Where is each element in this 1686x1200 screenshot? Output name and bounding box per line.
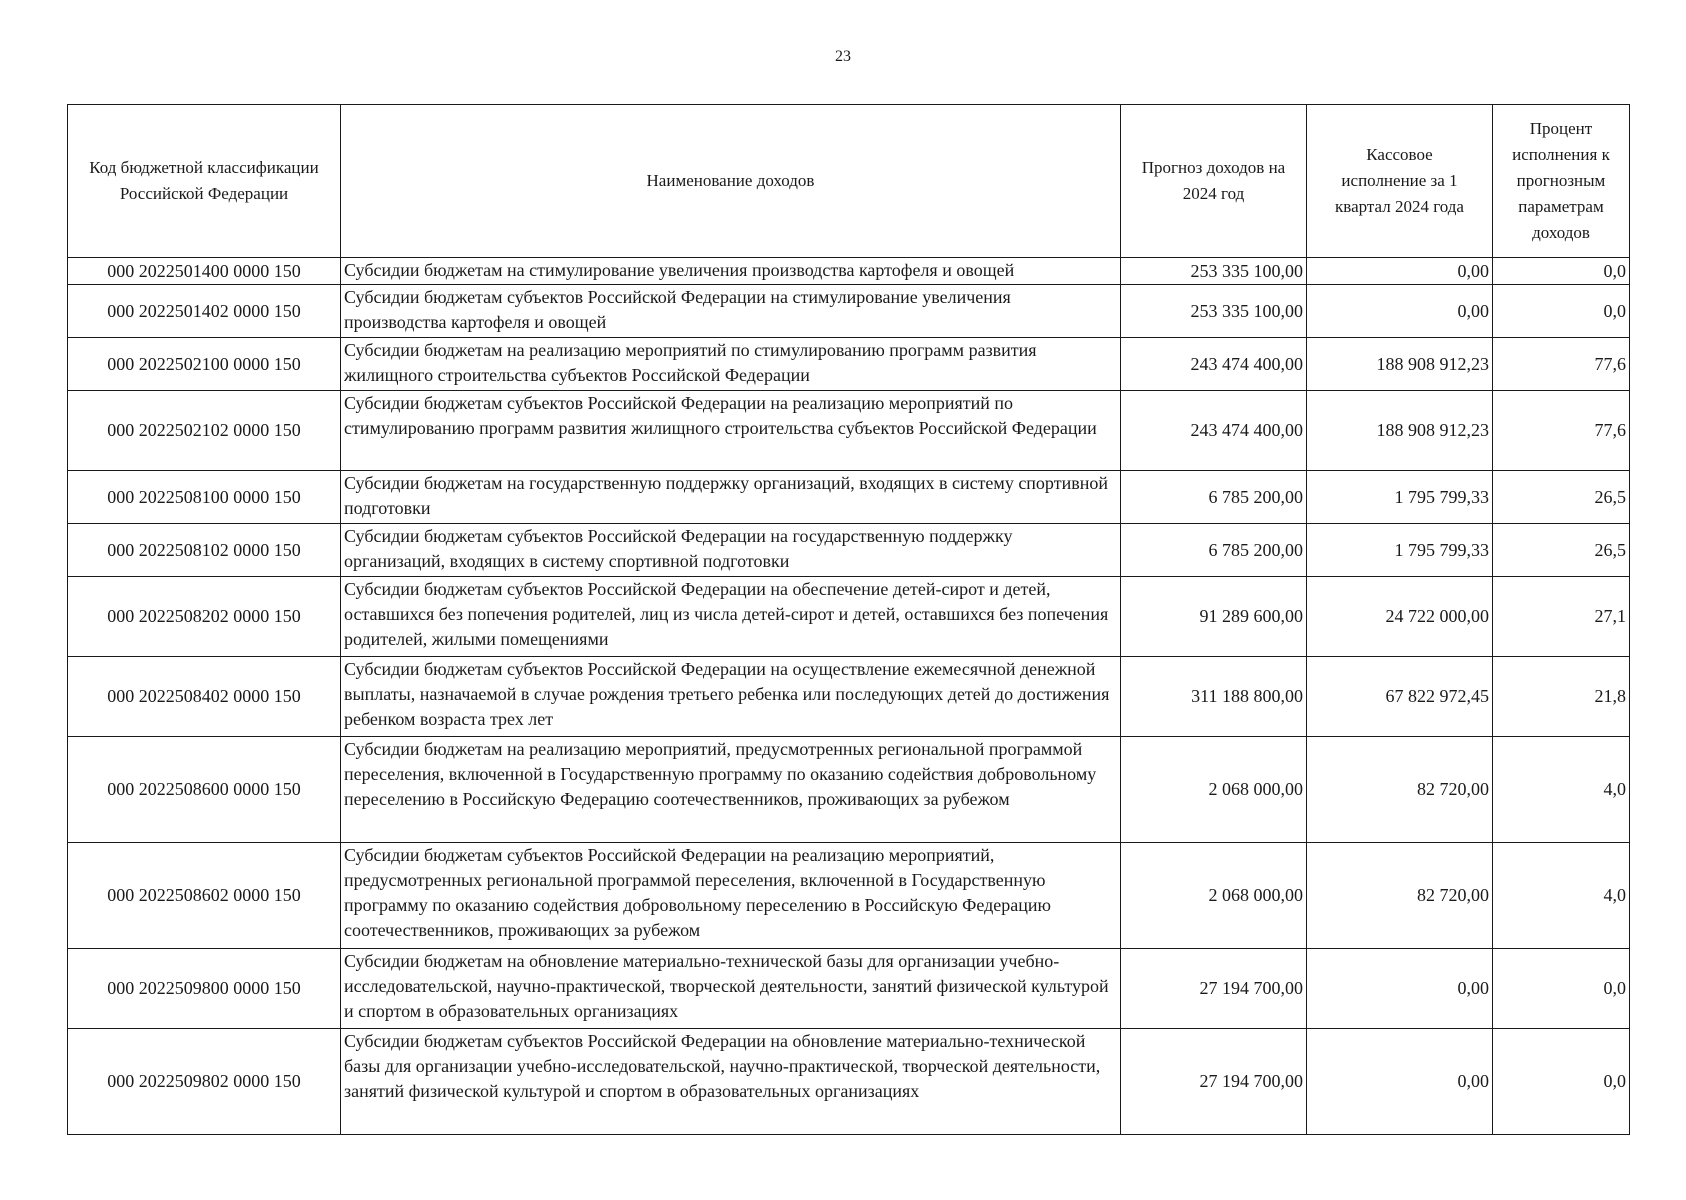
name-cell: Субсидии бюджетам субъектов Российской Федерации на осуществление ежемесячной денежной выплаты, назначаемой в случае рождения третьего ребенка или последующих детей до достижения ребенком возраста трех лет (341, 657, 1121, 737)
name-cell: Субсидии бюджетам на государственную поддержку организаций, входящих в систему спортивной подготовки (341, 471, 1121, 524)
code-cell: 000 2022508100 0000 150 (68, 471, 341, 524)
table-row (68, 1029, 1630, 1135)
revenue-table (67, 104, 1630, 1135)
header-forecast: Прогноз доходов на 2024 год (1121, 105, 1307, 258)
forecast-cell: 6 785 200,00 (1121, 471, 1307, 524)
executed-cell: 0,00 (1307, 949, 1493, 1029)
table-row (68, 737, 1630, 843)
name-cell: Субсидии бюджетам субъектов Российской Федерации на обновление материально-технической базы для организации учебно-исследовательской, научно-практической, творческой деятельности, занятий физической культурой и спортом в образовательных организациях (341, 1029, 1121, 1135)
name-cell: Субсидии бюджетам субъектов Российской Федерации на стимулирование увеличения производства картофеля и овощей (341, 285, 1121, 338)
forecast-cell: 27 194 700,00 (1121, 949, 1307, 1029)
forecast-cell: 91 289 600,00 (1121, 577, 1307, 657)
name-cell: Субсидии бюджетам на обновление материально-технической базы для организации учебно-исследовательской, научно-практической, творческой деятельности, занятий физической культурой и спортом в образовательных организациях (341, 949, 1121, 1029)
name-cell: Субсидии бюджетам на реализацию мероприятий по стимулированию программ развития жилищного строительства субъектов Российской Федерации (341, 338, 1121, 391)
name-cell: Субсидии бюджетам субъектов Российской Федерации на реализацию мероприятий по стимулированию программ развития жилищного строительства субъектов Российской Федерации (341, 391, 1121, 471)
code-cell: 000 2022501400 0000 150 (68, 258, 341, 285)
percent-cell: 0,0 (1493, 258, 1630, 285)
header-name: Наименование доходов (341, 105, 1121, 258)
name-cell: Субсидии бюджетам на реализацию мероприятий, предусмотренных региональной программой переселения, включенной в Государственную программу по оказанию содействия добровольному переселению в Российскую Федерацию соотечественников, проживающих за рубежом (341, 737, 1121, 843)
percent-cell: 27,1 (1493, 577, 1630, 657)
name-cell: Субсидии бюджетам субъектов Российской Федерации на реализацию мероприятий, предусмотренных региональной программой переселения, включенной в Государственную программу по оказанию содействия добровольному переселению в Российскую Федерацию соотечественников, проживающих за рубежом (341, 843, 1121, 949)
table-row (68, 843, 1630, 949)
table-row (68, 471, 1630, 524)
code-cell: 000 2022508600 0000 150 (68, 737, 341, 843)
percent-cell: 4,0 (1493, 843, 1630, 949)
code-cell: 000 2022509802 0000 150 (68, 1029, 341, 1135)
table-row (68, 338, 1630, 391)
code-cell: 000 2022508602 0000 150 (68, 843, 341, 949)
forecast-cell: 243 474 400,00 (1121, 338, 1307, 391)
table-row (68, 949, 1630, 1029)
executed-cell: 24 722 000,00 (1307, 577, 1493, 657)
executed-cell: 1 795 799,33 (1307, 471, 1493, 524)
executed-cell: 188 908 912,23 (1307, 338, 1493, 391)
header-row (68, 105, 1630, 258)
forecast-cell: 6 785 200,00 (1121, 524, 1307, 577)
percent-cell: 26,5 (1493, 471, 1630, 524)
executed-cell: 0,00 (1307, 285, 1493, 338)
code-cell: 000 2022508202 0000 150 (68, 577, 341, 657)
forecast-cell: 253 335 100,00 (1121, 285, 1307, 338)
percent-cell: 77,6 (1493, 338, 1630, 391)
table-row (68, 657, 1630, 737)
code-cell: 000 2022509800 0000 150 (68, 949, 341, 1029)
header-code: Код бюджетной классификации Российской Федерации (68, 105, 341, 258)
table-row (68, 524, 1630, 577)
executed-cell: 188 908 912,23 (1307, 391, 1493, 471)
executed-cell: 82 720,00 (1307, 843, 1493, 949)
forecast-cell: 2 068 000,00 (1121, 737, 1307, 843)
percent-cell: 26,5 (1493, 524, 1630, 577)
name-cell: Субсидии бюджетам на стимулирование увеличения производства картофеля и овощей (341, 258, 1121, 285)
name-cell: Субсидии бюджетам субъектов Российской Федерации на обеспечение детей-сирот и детей, оставшихся без попечения родителей, лиц из числа детей-сирот и детей, оставшихся без попечения родителей, жилыми помещениями (341, 577, 1121, 657)
forecast-cell: 311 188 800,00 (1121, 657, 1307, 737)
header-executed: Кассовое исполнение за 1 квартал 2024 года (1307, 105, 1493, 258)
executed-cell: 82 720,00 (1307, 737, 1493, 843)
name-cell: Субсидии бюджетам субъектов Российской Федерации на государственную поддержку организаций, входящих в систему спортивной подготовки (341, 524, 1121, 577)
forecast-cell: 253 335 100,00 (1121, 258, 1307, 285)
percent-cell: 0,0 (1493, 1029, 1630, 1135)
code-cell: 000 2022501402 0000 150 (68, 285, 341, 338)
page-number: 23 (835, 48, 851, 65)
table-body (68, 258, 1630, 1135)
executed-cell: 0,00 (1307, 1029, 1493, 1135)
table-row (68, 258, 1630, 285)
percent-cell: 21,8 (1493, 657, 1630, 737)
code-cell: 000 2022508102 0000 150 (68, 524, 341, 577)
forecast-cell: 243 474 400,00 (1121, 391, 1307, 471)
percent-cell: 0,0 (1493, 285, 1630, 338)
percent-cell: 0,0 (1493, 949, 1630, 1029)
table-row (68, 285, 1630, 338)
percent-cell: 77,6 (1493, 391, 1630, 471)
executed-cell: 1 795 799,33 (1307, 524, 1493, 577)
executed-cell: 0,00 (1307, 258, 1493, 285)
table-header (68, 105, 1630, 258)
percent-cell: 4,0 (1493, 737, 1630, 843)
forecast-cell: 27 194 700,00 (1121, 1029, 1307, 1135)
header-percent: Процент исполнения к прогнозным параметрам доходов (1493, 105, 1630, 258)
code-cell: 000 2022502102 0000 150 (68, 391, 341, 471)
table-row (68, 577, 1630, 657)
forecast-cell: 2 068 000,00 (1121, 843, 1307, 949)
code-cell: 000 2022508402 0000 150 (68, 657, 341, 737)
table-row (68, 391, 1630, 471)
code-cell: 000 2022502100 0000 150 (68, 338, 341, 391)
executed-cell: 67 822 972,45 (1307, 657, 1493, 737)
